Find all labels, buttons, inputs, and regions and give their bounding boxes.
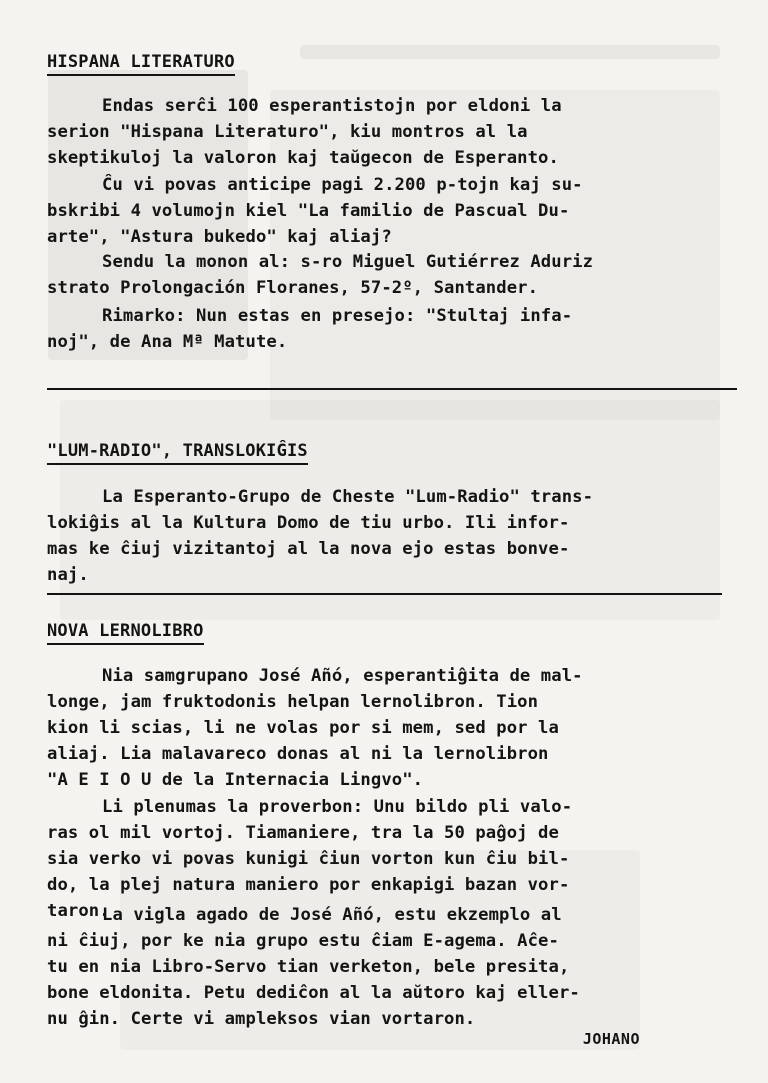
section-heading-hispana-literaturo: HISPANA LITERATURO (47, 52, 235, 76)
section-divider (47, 593, 722, 595)
paragraph: Nia samgrupano José Añó, esperantiĝita de mal- longe, jam fruktodonis helpan lernolibron. Tion kion li scias, li ne volas por si mem, sed por la aliaj. Lia malavareco donas al ni la lernolibron "A E I O U de la Internacia Lingvo". (47, 666, 583, 790)
section-heading-nova-lernolibro: NOVA LERNOLIBRO (47, 621, 204, 645)
paragraph: Sendu la monon al: s-ro Miguel Gutiérrez Aduriz strato Prolongación Floranes, 57-2º, Santander. (47, 252, 594, 298)
paragraph: Endas serĉi 100 esperantistojn por eldoni la serion "Hispana Literaturo", kiu montros al la skeptikuloj la valoron kaj taŭgecon de Esperanto. (47, 96, 562, 168)
paragraph: Ĉu vi povas anticipe pagi 2.200 p-tojn kaj su- bskribi 4 volumojn kiel "La familio de Pascual Du- arte", "Astura bukedo" kaj aliaj? (47, 175, 583, 247)
paragraph: La vigla agado de José Añó, estu ekzemplo al ni ĉiuj, por ke nia grupo estu ĉiam E-agema. Aĉe- tu en nia Libro-Servo tian verketon, bele presita, bone eldonita. Petu dediĉon al la aŭtoro kaj eller- nu ĝin. Certe vi ampleksos vian vortaron. (47, 905, 580, 1029)
paragraph: Rimarko: Nun estas en presejo: "Stultaj infa- noj", de Ana Mª Matute. (47, 306, 573, 352)
paragraph: La Esperanto-Grupo de Cheste "Lum-Radio" trans- lokiĝis al la Kultura Domo de tiu urbo. Ili infor- mas ke ĉiuj vizitantoj al la nova ejo estas bonve- naj. (47, 487, 594, 585)
paragraph: Li plenumas la proverbon: Unu bildo pli valo- ras ol mil vortoj. Tiamaniere, tra la 50 paĝoj de sia verko vi povas kunigi ĉiun vorton kun ĉiu bil- do, la plej natura maniero por enkapigi bazan vor- taron. (47, 797, 573, 921)
author-signature: JOHANO (582, 1030, 640, 1048)
section-heading-lum-radio: "LUM-RADIO", TRANSLOKIĜIS (47, 441, 308, 465)
section-divider (47, 388, 737, 390)
